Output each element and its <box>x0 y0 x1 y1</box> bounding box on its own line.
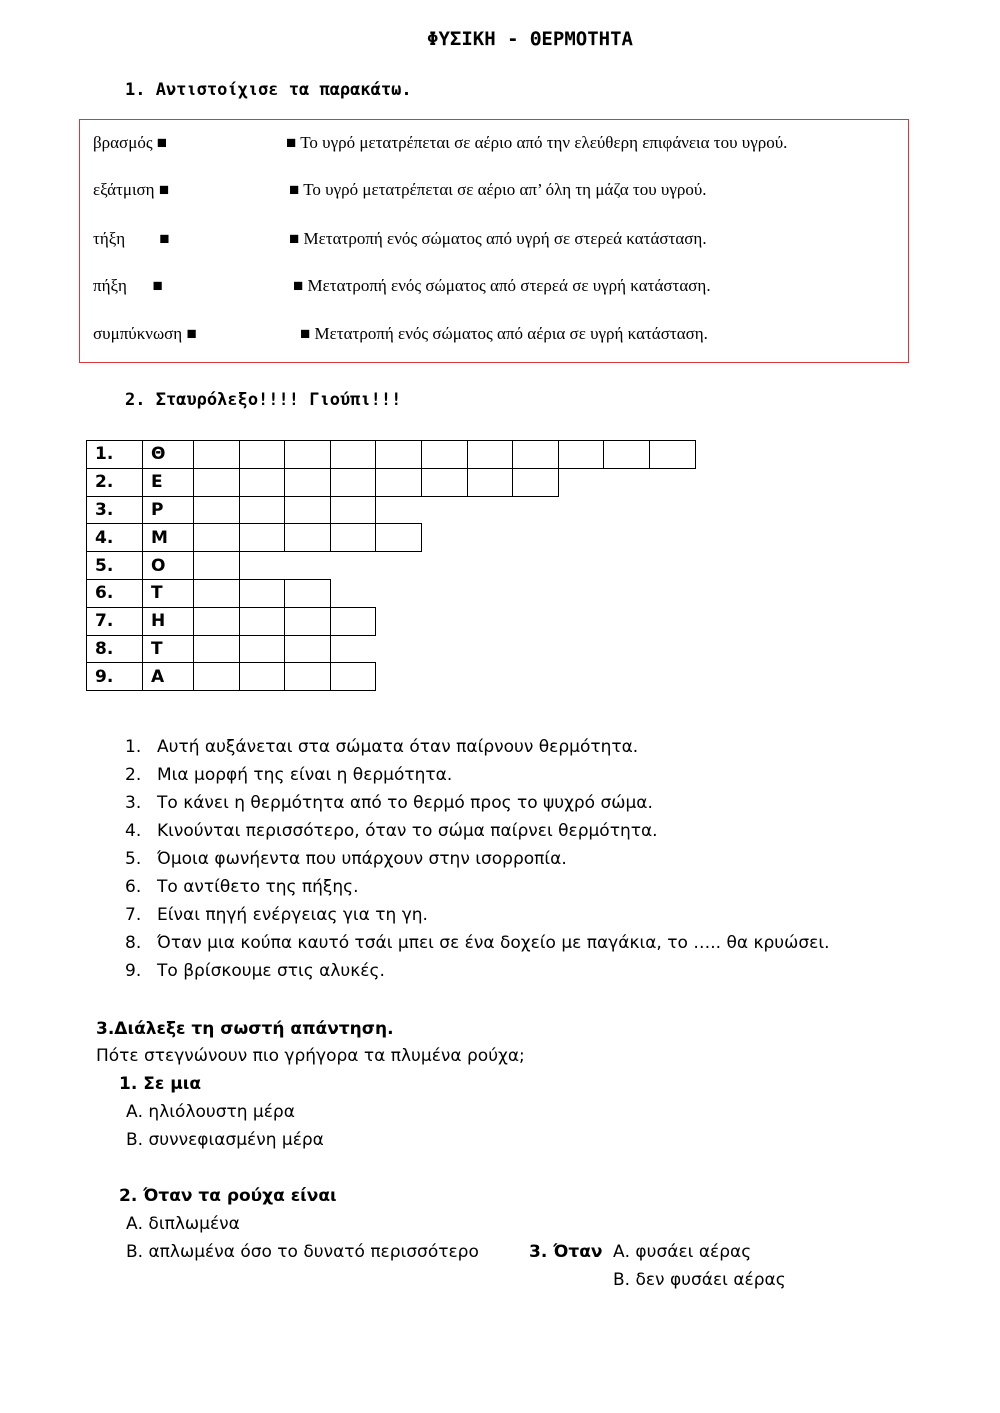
clue-text: Αυτή αυξάνεται στα σώματα όταν παίρνουν θερμότητα. <box>157 737 639 757</box>
clue-text: Κινούνται περισσότερο, όταν το σώμα παίρνει θερμότητα. <box>157 821 658 841</box>
crossword-letter: Η <box>143 607 194 635</box>
q2-option-b[interactable]: Β. απλωμένα όσο το δυνατό περισσότερο <box>126 1242 479 1262</box>
crossword-row <box>87 468 696 496</box>
crossword-cell[interactable] <box>467 441 513 469</box>
match-definition[interactable]: ■ Μετατροπή ενός σώματος από στερεά σε υγρή κατάσταση. <box>293 276 711 295</box>
clue-number: 7. <box>125 905 142 925</box>
crossword-number: 5. <box>87 552 143 580</box>
crossword-row <box>87 524 696 552</box>
crossword-number: 6. <box>87 579 143 607</box>
clue-text: Όταν μια κούπα καυτό τσάι μπει σε ένα δοχείο με παγάκια, το ….. θα κρυώσει. <box>157 933 830 953</box>
crossword-cell[interactable] <box>421 441 467 469</box>
crossword-number: 2. <box>87 468 143 496</box>
crossword-cell[interactable] <box>239 663 285 691</box>
q2-label: 2. Όταν τα ρούχα είναι <box>119 1186 337 1206</box>
q1-option-b[interactable]: Β. συννεφιασμένη μέρα <box>126 1130 324 1150</box>
section2-heading: 2. Σταυρόλεξο!!!! Γιούπι!!! <box>125 390 402 410</box>
q3-option-a[interactable]: Α. φυσάει αέρας <box>613 1242 752 1262</box>
crossword-letter: Α <box>143 663 194 691</box>
clue-number: 5. <box>125 849 142 869</box>
crossword-number: 1. <box>87 441 143 469</box>
crossword-number: 4. <box>87 524 143 552</box>
q3-label: 3. Όταν <box>529 1242 603 1262</box>
crossword-row <box>87 552 696 580</box>
crossword-cell[interactable] <box>194 663 240 691</box>
crossword-cell[interactable] <box>285 468 331 496</box>
clue-number: 6. <box>125 877 142 897</box>
crossword-cell[interactable] <box>194 468 240 496</box>
clue-text: Το βρίσκουμε στις αλυκές. <box>157 961 385 981</box>
crossword-row <box>87 496 696 524</box>
crossword-cell[interactable] <box>239 607 285 635</box>
crossword-cell[interactable] <box>285 663 331 691</box>
crossword-cell[interactable] <box>285 607 331 635</box>
crossword-cell[interactable] <box>239 468 285 496</box>
crossword-row <box>87 607 696 635</box>
clue-number: 9. <box>125 961 142 981</box>
crossword-cell[interactable] <box>194 524 240 552</box>
q1-option-a[interactable]: Α. ηλιόλουστη μέρα <box>126 1102 295 1122</box>
crossword-cell[interactable] <box>194 552 240 580</box>
crossword-letter: Τ <box>143 635 194 663</box>
crossword-letter: Θ <box>143 441 194 469</box>
crossword-cell[interactable] <box>330 441 376 469</box>
crossword-cell[interactable] <box>285 441 331 469</box>
crossword-number: 7. <box>87 607 143 635</box>
crossword-cell[interactable] <box>285 496 331 524</box>
crossword-number: 9. <box>87 663 143 691</box>
clue-number: 3. <box>125 793 142 813</box>
crossword-cell[interactable] <box>285 524 331 552</box>
crossword-cell[interactable] <box>239 579 285 607</box>
crossword-letter: Τ <box>143 579 194 607</box>
clue-number: 8. <box>125 933 142 953</box>
crossword-cell[interactable] <box>604 441 650 469</box>
crossword-cell[interactable] <box>285 635 331 663</box>
question-text: Πότε στεγνώνουν πιο γρήγορα τα πλυμένα ρούχα; <box>96 1046 525 1066</box>
q2-option-a[interactable]: Α. διπλωμένα <box>126 1214 240 1234</box>
crossword-row <box>87 635 696 663</box>
clue-number: 1. <box>125 737 142 757</box>
crossword-cell[interactable] <box>239 635 285 663</box>
crossword-row <box>87 441 696 469</box>
section3-heading: 3.Διάλεξε τη σωστή απάντηση. <box>96 1019 394 1039</box>
page-title: ΦΥΣΙΚΗ - ΘΕΡΜΟΤΗΤΑ <box>427 28 633 50</box>
crossword-cell[interactable] <box>194 579 240 607</box>
crossword-letter: Ε <box>143 468 194 496</box>
crossword-number: 3. <box>87 496 143 524</box>
crossword-cell[interactable] <box>330 496 376 524</box>
q3-option-b[interactable]: Β. δεν φυσάει αέρας <box>613 1270 786 1290</box>
crossword-cell[interactable] <box>330 607 376 635</box>
match-term[interactable]: εξάτμιση ■ <box>93 180 170 199</box>
crossword-cell[interactable] <box>285 579 331 607</box>
match-definition[interactable]: ■ Μετατροπή ενός σώματος από αέρια σε υγρή κατάσταση. <box>300 324 708 343</box>
clue-text: Μια μορφή της είναι η θερμότητα. <box>157 765 453 785</box>
crossword-cell[interactable] <box>194 607 240 635</box>
match-term[interactable]: πήξη ■ <box>93 276 163 295</box>
section1-heading: 1. Αντιστοίχισε τα παρακάτω. <box>125 80 412 100</box>
clue-number: 2. <box>125 765 142 785</box>
crossword-cell[interactable] <box>513 468 559 496</box>
clue-text: Το αντίθετο της πήξης. <box>157 877 359 897</box>
crossword-cell[interactable] <box>421 468 467 496</box>
crossword-cell[interactable] <box>649 441 695 469</box>
crossword-cell[interactable] <box>194 496 240 524</box>
crossword-cell[interactable] <box>239 441 285 469</box>
crossword-cell[interactable] <box>467 468 513 496</box>
match-term[interactable]: τήξη ■ <box>93 229 170 248</box>
crossword-letter: Ο <box>143 552 194 580</box>
crossword-cell[interactable] <box>558 441 604 469</box>
crossword-cell[interactable] <box>330 468 376 496</box>
crossword-cell[interactable] <box>239 524 285 552</box>
match-term[interactable]: συμπύκνωση ■ <box>93 324 197 343</box>
crossword-number: 8. <box>87 635 143 663</box>
crossword-cell[interactable] <box>194 635 240 663</box>
q1-label: 1. Σε μια <box>119 1074 202 1094</box>
crossword-cell[interactable] <box>330 663 376 691</box>
clue-text: Το κάνει η θερμότητα από το θερμό προς το ψυχρό σώμα. <box>157 793 653 813</box>
crossword-cell[interactable] <box>376 441 422 469</box>
match-term[interactable]: βρασμός ■ <box>93 133 168 152</box>
crossword-cell[interactable] <box>513 441 559 469</box>
crossword-letter: Ρ <box>143 496 194 524</box>
clue-text: Όμοια φωνήεντα που υπάρχουν στην ισορροπία. <box>157 849 567 869</box>
crossword-letter: Μ <box>143 524 194 552</box>
crossword-cell[interactable] <box>376 468 422 496</box>
crossword-grid <box>86 440 696 691</box>
match-definition[interactable]: ■ Το υγρό μετατρέπεται σε αέριο απ’ όλη τη μάζα του υγρού. <box>289 180 707 199</box>
crossword-cell[interactable] <box>376 524 422 552</box>
crossword-row <box>87 663 696 691</box>
crossword-cell[interactable] <box>194 441 240 469</box>
match-definition[interactable]: ■ Μετατροπή ενός σώματος από υγρή σε στερεά κατάσταση. <box>289 229 707 248</box>
clue-number: 4. <box>125 821 142 841</box>
crossword-row <box>87 579 696 607</box>
crossword-cell[interactable] <box>239 496 285 524</box>
crossword-cell[interactable] <box>330 524 376 552</box>
match-definition[interactable]: ■ Το υγρό μετατρέπεται σε αέριο από την ελεύθερη επιφάνεια του υγρού. <box>286 133 788 152</box>
clue-text: Είναι πηγή ενέργειας για τη γη. <box>157 905 428 925</box>
